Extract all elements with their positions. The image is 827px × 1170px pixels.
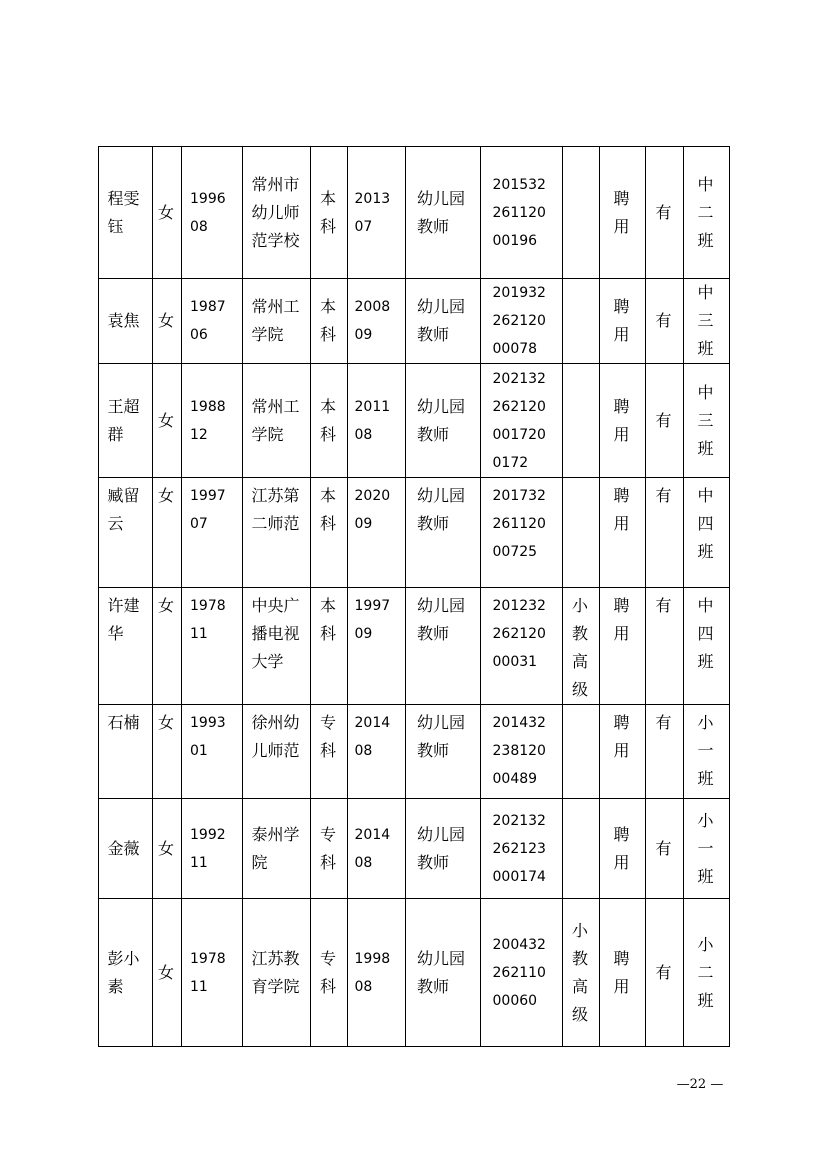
- cell-sex-text: 女: [158, 202, 175, 222]
- cell-has-text: 有: [655, 596, 672, 615]
- cell-graduation-text: 201108: [354, 398, 391, 443]
- cell-sex: [153, 899, 182, 1047]
- cell-position-text: 幼儿园教师: [417, 948, 466, 996]
- cell-school: [243, 147, 311, 279]
- cell-has: [646, 364, 684, 478]
- cell-class: [684, 588, 730, 705]
- cell-position: [406, 478, 481, 588]
- cell-birth-text: 199211: [190, 826, 226, 871]
- cell-certificate: [481, 147, 563, 279]
- cell-employment: [600, 364, 646, 478]
- cell-school-text: 徐州幼儿师范: [251, 713, 300, 760]
- cell-class-text: 小一班: [697, 713, 714, 788]
- cell-education: [311, 147, 348, 279]
- cell-birth-text: 199707: [190, 488, 226, 532]
- cell-certificate-text: 20193226212000078: [492, 285, 546, 357]
- cell-title: [563, 147, 600, 279]
- cell-has-text: 有: [655, 962, 672, 982]
- table-row: [99, 588, 730, 705]
- cell-school-text: 江苏教育学院: [251, 948, 300, 996]
- cell-school-text: 常州工学院: [251, 396, 300, 444]
- cell-position-text: 幼儿园教师: [417, 596, 466, 643]
- cell-name-text: 程雯钰: [107, 188, 140, 236]
- cell-school-text: 江苏第二师范: [251, 486, 300, 533]
- cell-certificate-text: 20153226112000196: [492, 176, 546, 249]
- cell-graduation-text: 201408: [354, 715, 391, 759]
- cell-class-text: 中三班: [697, 283, 714, 358]
- cell-name: [99, 478, 153, 588]
- cell-class: [684, 279, 730, 364]
- cell-sex: [153, 364, 182, 478]
- table-row: [99, 705, 730, 799]
- cell-graduation: [348, 147, 406, 279]
- cell-education-text: 本科: [320, 188, 337, 236]
- cell-name: [99, 279, 153, 364]
- cell-has: [646, 899, 684, 1047]
- cell-school: [243, 279, 311, 364]
- cell-has: [646, 588, 684, 705]
- cell-education-text: 专科: [320, 713, 337, 760]
- cell-position: [406, 588, 481, 705]
- cell-sex-text: 女: [158, 486, 175, 505]
- cell-position: [406, 705, 481, 799]
- cell-position-text: 幼儿园教师: [417, 188, 466, 236]
- cell-employment: [600, 705, 646, 799]
- cell-class: [684, 364, 730, 478]
- cell-certificate-text: 20173226112000725: [492, 488, 546, 560]
- cell-employment-text: 聘用: [613, 297, 630, 344]
- cell-education: [311, 478, 348, 588]
- cell-birth: [182, 478, 243, 588]
- cell-employment-text: 聘用: [613, 188, 630, 236]
- cell-sex-text: 女: [158, 410, 175, 430]
- cell-certificate: [481, 899, 563, 1047]
- cell-certificate: [481, 705, 563, 799]
- cell-title-text: 小教高级: [572, 920, 589, 1024]
- cell-graduation: [348, 705, 406, 799]
- cell-sex-text: 女: [158, 962, 175, 982]
- cell-has-text: 有: [655, 202, 672, 222]
- cell-school-text: 泰州学院: [251, 824, 300, 872]
- cell-employment: [600, 478, 646, 588]
- cell-employment-text: 聘用: [613, 596, 630, 643]
- cell-position-text: 幼儿园教师: [417, 824, 466, 872]
- cell-birth: [182, 279, 243, 364]
- cell-school: [243, 478, 311, 588]
- cell-has-text: 有: [655, 486, 672, 505]
- cell-graduation: [348, 279, 406, 364]
- cell-education-text: 本科: [320, 297, 337, 344]
- cell-sex: [153, 799, 182, 899]
- cell-position: [406, 364, 481, 478]
- cell-certificate-text: 202132262123000174: [492, 812, 546, 885]
- cell-certificate-text: 20143223812000489: [492, 715, 546, 787]
- cell-birth-text: 198706: [190, 299, 226, 343]
- cell-certificate: [481, 799, 563, 899]
- cell-graduation-text: 200809: [354, 299, 391, 343]
- cell-education-text: 专科: [320, 824, 337, 872]
- cell-position-text: 幼儿园教师: [417, 396, 466, 444]
- cell-education: [311, 279, 348, 364]
- cell-certificate: [481, 588, 563, 705]
- cell-graduation: [348, 899, 406, 1047]
- cell-has: [646, 147, 684, 279]
- cell-education: [311, 705, 348, 799]
- cell-has-text: 有: [655, 311, 672, 330]
- cell-birth-text: 199608: [190, 190, 226, 235]
- cell-graduation-text: 199709: [354, 598, 391, 642]
- cell-class-text: 小二班: [697, 934, 714, 1010]
- cell-birth-text: 199301: [190, 715, 226, 759]
- cell-employment: [600, 899, 646, 1047]
- cell-class-text: 中三班: [697, 382, 714, 458]
- cell-birth: [182, 799, 243, 899]
- cell-has-text: 有: [655, 838, 672, 858]
- cell-title: [563, 478, 600, 588]
- cell-employment: [600, 588, 646, 705]
- cell-sex: [153, 147, 182, 279]
- cell-has: [646, 799, 684, 899]
- cell-class-text: 中二班: [697, 174, 714, 250]
- cell-has: [646, 279, 684, 364]
- cell-title: [563, 364, 600, 478]
- cell-title-text: 小教高级: [572, 596, 589, 699]
- cell-has: [646, 705, 684, 799]
- cell-graduation-text: 201408: [354, 826, 391, 871]
- cell-class: [684, 705, 730, 799]
- table-row: [99, 899, 730, 1047]
- cell-employment: [600, 279, 646, 364]
- cell-sex-text: 女: [158, 596, 175, 615]
- cell-school: [243, 799, 311, 899]
- cell-position-text: 幼儿园教师: [417, 713, 466, 760]
- table-row: [99, 478, 730, 588]
- cell-certificate-text: 20043226211000060: [492, 936, 546, 1009]
- cell-certificate-text: 20123226212000031: [492, 598, 546, 670]
- cell-position-text: 幼儿园教师: [417, 297, 466, 344]
- cell-school: [243, 899, 311, 1047]
- cell-school-text: 常州工学院: [251, 297, 300, 344]
- cell-education: [311, 899, 348, 1047]
- cell-education: [311, 799, 348, 899]
- table-row: [99, 147, 730, 279]
- cell-certificate: [481, 279, 563, 364]
- cell-name: [99, 705, 153, 799]
- cell-class: [684, 899, 730, 1047]
- cell-school: [243, 364, 311, 478]
- cell-certificate: [481, 364, 563, 478]
- cell-employment-text: 聘用: [613, 824, 630, 872]
- cell-employment-text: 聘用: [613, 713, 630, 760]
- cell-position: [406, 899, 481, 1047]
- cell-name-text: 许建华: [107, 596, 140, 643]
- cell-graduation-text: 201307: [354, 190, 391, 235]
- cell-title: [563, 705, 600, 799]
- cell-class: [684, 147, 730, 279]
- cell-name-text: 王超群: [107, 396, 140, 444]
- cell-employment: [600, 799, 646, 899]
- cell-birth: [182, 147, 243, 279]
- cell-title: [563, 279, 600, 364]
- cell-position-text: 幼儿园教师: [417, 486, 466, 533]
- cell-education-text: 专科: [320, 948, 337, 996]
- cell-name-text: 彭小素: [107, 948, 140, 996]
- cell-class: [684, 799, 730, 899]
- cell-education-text: 本科: [320, 486, 337, 533]
- cell-position: [406, 147, 481, 279]
- cell-sex: [153, 478, 182, 588]
- page-number: —22 —: [676, 1077, 724, 1092]
- cell-education: [311, 364, 348, 478]
- cell-graduation-text: 202009: [354, 488, 391, 532]
- cell-birth: [182, 899, 243, 1047]
- cell-sex: [153, 588, 182, 705]
- cell-graduation: [348, 364, 406, 478]
- cell-employment: [600, 147, 646, 279]
- cell-sex-text: 女: [158, 713, 175, 732]
- staff-table: [98, 146, 730, 1047]
- cell-birth: [182, 705, 243, 799]
- cell-certificate-text: 2021322621200017200172: [492, 370, 546, 471]
- cell-name: [99, 799, 153, 899]
- cell-employment-text: 聘用: [613, 948, 630, 996]
- cell-birth-text: 197811: [190, 950, 226, 995]
- cell-birth-text: 197811: [190, 598, 226, 642]
- cell-class-text: 小一班: [697, 810, 714, 886]
- table-row: [99, 279, 730, 364]
- cell-school: [243, 588, 311, 705]
- cell-graduation: [348, 588, 406, 705]
- cell-name-text: 石楠: [107, 713, 140, 732]
- cell-title: [563, 799, 600, 899]
- cell-sex: [153, 705, 182, 799]
- cell-birth: [182, 588, 243, 705]
- cell-has: [646, 478, 684, 588]
- cell-birth: [182, 364, 243, 478]
- cell-sex-text: 女: [158, 838, 175, 858]
- table-row: [99, 364, 730, 478]
- cell-school-text: 中央广播电视大学: [251, 596, 300, 671]
- cell-birth-text: 198812: [190, 398, 226, 443]
- cell-graduation: [348, 799, 406, 899]
- cell-name: [99, 147, 153, 279]
- cell-has-text: 有: [655, 713, 672, 732]
- cell-name-text: 臧留云: [107, 486, 140, 533]
- cell-graduation: [348, 478, 406, 588]
- cell-class: [684, 478, 730, 588]
- cell-employment-text: 聘用: [613, 486, 630, 533]
- cell-position: [406, 279, 481, 364]
- cell-name-text: 袁焦: [107, 311, 140, 330]
- cell-school: [243, 705, 311, 799]
- cell-name-text: 金薇: [107, 838, 140, 858]
- cell-sex-text: 女: [158, 311, 175, 330]
- cell-title: [563, 899, 600, 1047]
- table-row: [99, 799, 730, 899]
- cell-certificate: [481, 478, 563, 588]
- cell-graduation-text: 199808: [354, 950, 391, 995]
- cell-education-text: 本科: [320, 396, 337, 444]
- cell-position: [406, 799, 481, 899]
- cell-name: [99, 899, 153, 1047]
- cell-school-text: 常州市幼儿师范学校: [251, 174, 300, 250]
- cell-name: [99, 364, 153, 478]
- cell-has-text: 有: [655, 410, 672, 430]
- cell-class-text: 中四班: [697, 486, 714, 561]
- cell-education: [311, 588, 348, 705]
- cell-sex: [153, 279, 182, 364]
- cell-education-text: 本科: [320, 596, 337, 643]
- cell-employment-text: 聘用: [613, 396, 630, 444]
- cell-name: [99, 588, 153, 705]
- cell-class-text: 中四班: [697, 596, 714, 671]
- cell-title: [563, 588, 600, 705]
